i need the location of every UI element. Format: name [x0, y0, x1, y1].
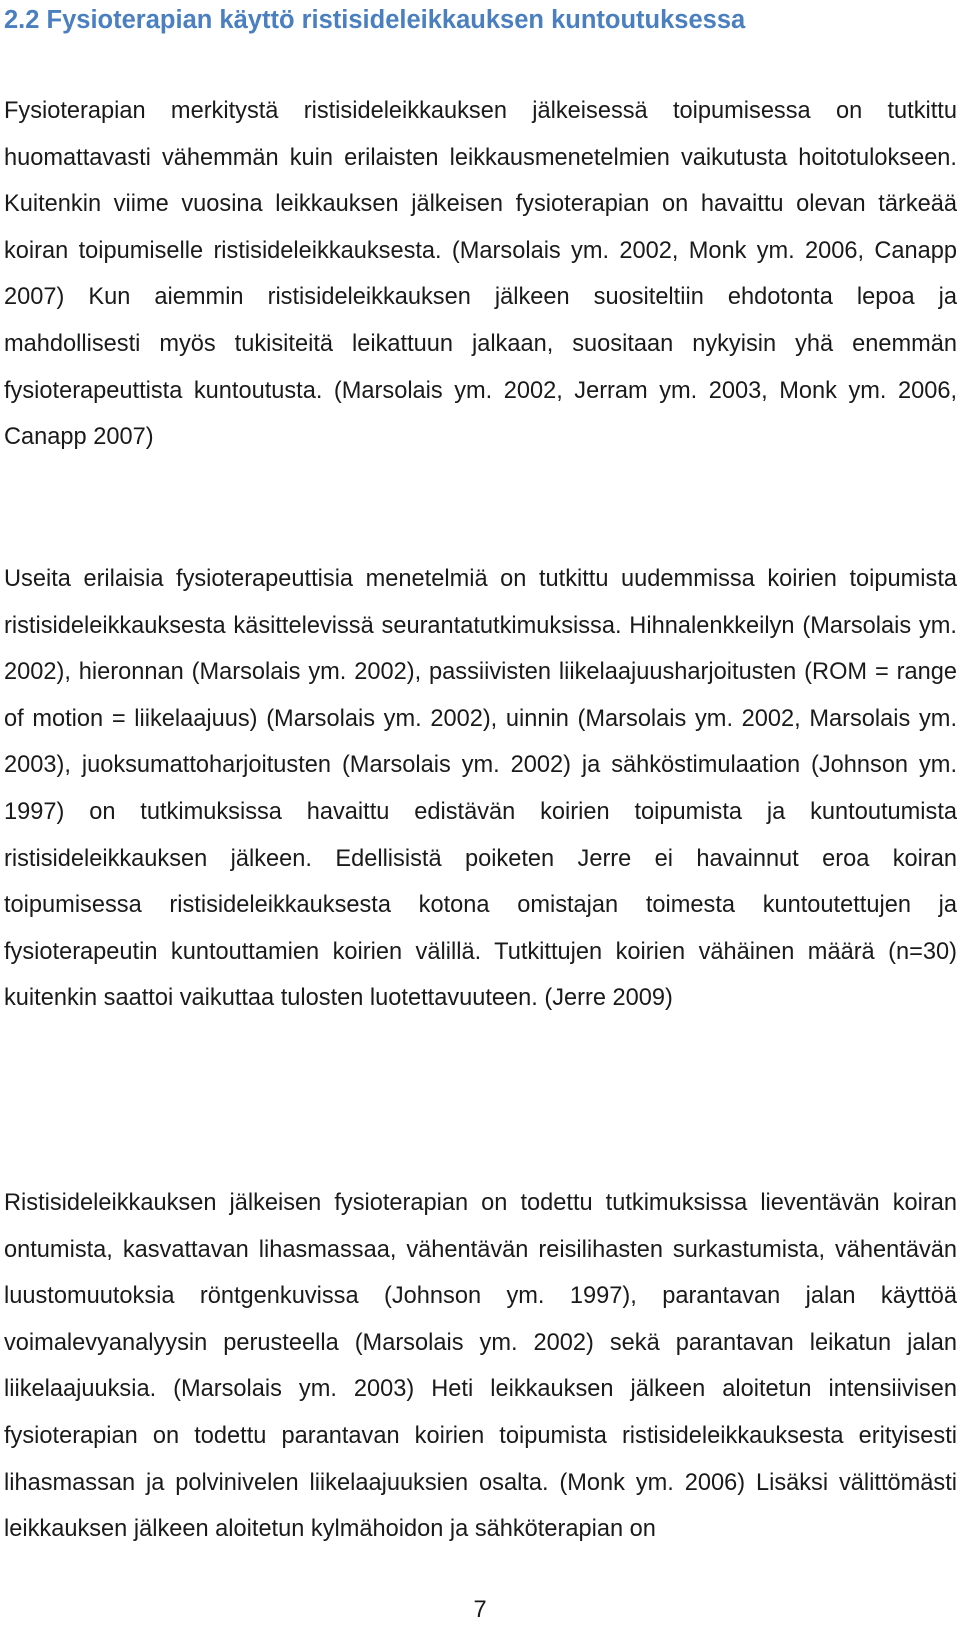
section-heading: 2.2 Fysioterapian käyttö ristisideleikkauksen kuntoutuksessa	[4, 6, 746, 34]
paragraph-3: Ristisideleikkauksen jälkeisen fysioterapian on todettu tutkimuksissa lieventävän koiran ontumista, kasvattavan lihasmassaa, vähentävän reisilihasten surkastumista, vähentävän luustomuutoksia röntgenkuvissa (Johnson ym. 1997), parantavan jalan käyttöä voimalevyanalyysin perusteella (Marsolais ym. 2002) sekä parantavan leikatun jalan liikelaajuuksia. (Marsolais ym. 2003) Heti leikkauksen jälkeen aloitetun intensiivisen fysioterapian on todettu parantavan koirien toipumista ristisideleikkauksesta erityisesti lihasmassan ja polvinivelen liikelaajuuksien osalta. (Monk ym. 2006) Lisäksi välittömästi leikkauksen jälkeen aloitetun kylmähoidon ja sähköterapian on	[4, 1190, 957, 1543]
page-number: 7	[473, 1597, 487, 1623]
paragraph-1: Fysioterapian merkitystä ristisideleikkauksen jälkeisessä toipumisessa on tutkittu huomattavasti vähemmän kuin erilaisten leikkausmenetelmien vaikutusta hoitotulokseen. Kuitenkin viime vuosina leikkauksen jälkeisen fysioterapian on havaittu olevan tärkeää koiran toipumiselle ristisideleikkauksesta. (Marsolais ym. 2002, Monk ym. 2006, Canapp 2007) Kun aiemmin ristisideleikkauksen jälkeen suositeltiin ehdotonta lepoa ja mahdollisesti myös tukisiteitä leikattuun jalkaan, suositaan nykyisin yhä enemmän fysioterapeuttista kuntoutusta. (Marsolais ym. 2002, Jerram ym. 2003, Monk ym. 2006, Canapp 2007)	[4, 98, 957, 451]
paragraph-2: Useita erilaisia fysioterapeuttisia menetelmiä on tutkittu uudemmissa koirien toipumista ristisideleikkauksesta käsittelevissä seurantatutkimuksissa. Hihnalenkkeilyn (Marsolais ym. 2002), hieronnan (Marsolais ym. 2002), passiivisten liikelaajuusharjoitusten (ROM = range of motion = liikelaajuus) (Marsolais ym. 2002), uinnin (Marsolais ym. 2002, Marsolais ym. 2003), juoksumattoharjoitusten (Marsolais ym. 2002) ja sähköstimulaation (Johnson ym. 1997) on tutkimuksissa havaittu edistävän koirien toipumista ja kuntoutumista ristisideleikkauksen jälkeen. Edellisistä poiketen Jerre ei havainnut eroa koiran toipumisessa ristisideleikkauksesta kotona omistajan toimesta kuntoutettujen ja fysioterapeutin kuntouttamien koirien välillä. Tutkittujen koirien vähäinen määrä (n=30) kuitenkin saattoi vaikuttaa tulosten luotettavuuteen. (Jerre 2009)	[4, 566, 957, 1012]
